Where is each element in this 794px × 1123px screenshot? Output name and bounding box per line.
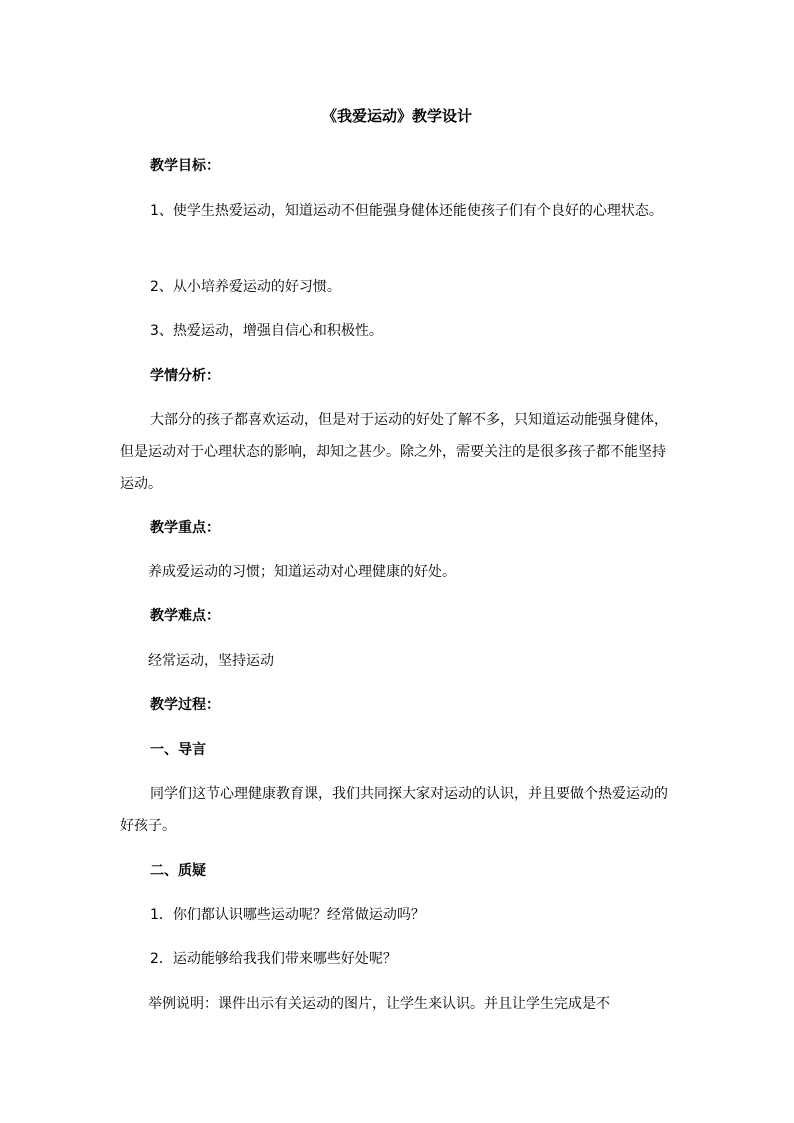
objective-3: 3、热爱运动，增强自信心和积极性。 bbox=[150, 323, 383, 339]
heading-teaching-objectives: 教学目标： bbox=[150, 158, 220, 174]
heading-difficulties: 教学难点： bbox=[150, 608, 220, 624]
document-title: 《我爱运动》教学设计 bbox=[321, 107, 472, 125]
learning-analysis-text: 大部分的孩子都喜欢运动，但是对于运动的好处了解不多，只知道运动能强身健体，但是运动对于心理状态的影响，却知之甚少。除之外，需要关注的是很多孩子都不能坚持运动。 bbox=[120, 412, 668, 492]
section-questioning: 二、质疑 bbox=[150, 863, 206, 879]
difficulties-text: 经常运动，坚持运动 bbox=[148, 653, 274, 669]
key-points-text: 养成爱运动的习惯；知道运动对心理健康的好处。 bbox=[148, 564, 456, 580]
section-introduction: 一、导言 bbox=[150, 742, 206, 758]
heading-teaching-process: 教学过程： bbox=[150, 697, 220, 713]
objective-2: 2、从小培养爱运动的好习惯。 bbox=[150, 279, 341, 295]
heading-key-points: 教学重点： bbox=[150, 520, 220, 536]
objective-1: 1、使学生热爱运动，知道运动不但能强身健体还能使孩子们有个良好的心理状态。 bbox=[150, 203, 663, 219]
example-text: 举例说明：课件出示有关运动的图片，让学生来认识。并且让学生完成是不 bbox=[148, 996, 610, 1012]
question-1: 1．你们都认识哪些运动呢？经常做运动吗？ bbox=[150, 907, 425, 923]
heading-learning-analysis: 学情分析： bbox=[150, 368, 220, 384]
introduction-text: 同学们这节心理健康教育课，我们共同探大家对运动的认识，并且要做个热爱运动的好孩子。 bbox=[120, 786, 668, 834]
question-2: 2．运动能够给我我们带来哪些好处呢？ bbox=[150, 951, 397, 967]
